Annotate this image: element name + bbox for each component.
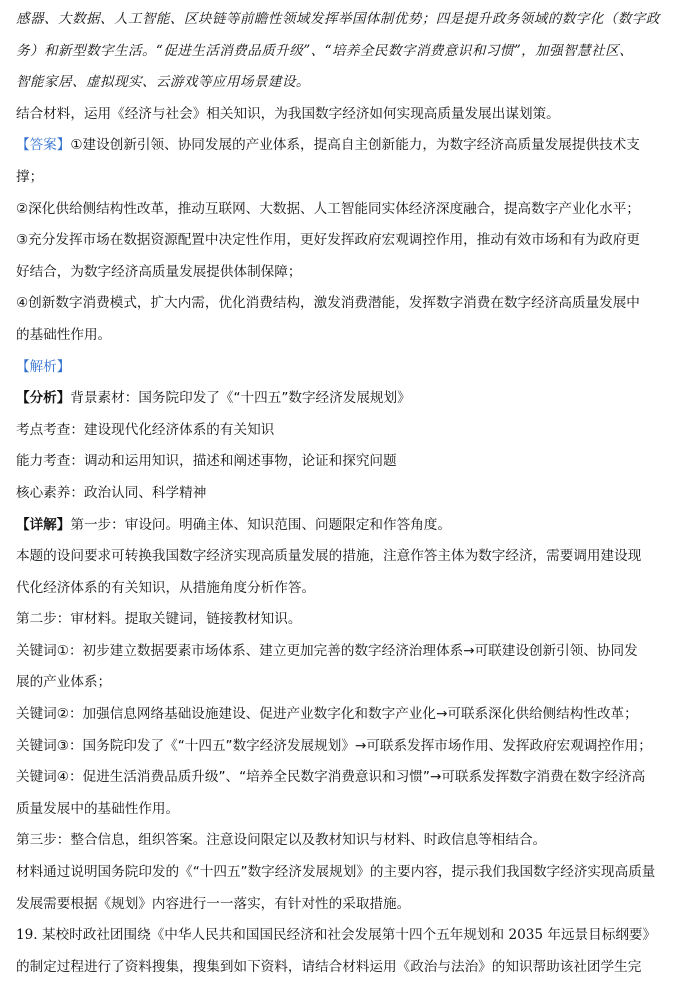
analysis-line <box>16 383 682 415</box>
detail-line: 代化经济体系的有关知识，从措施角度分析作答。 <box>16 579 316 596</box>
question-19-line: 19. 某校时政社团围绕《中华人民共和国国民经济和社会发展第十四个五年规划和 2035 年远景目标纲要》 <box>16 927 657 944</box>
detail-line: 质量发展中的基础性作用。 <box>16 800 180 817</box>
analysis-line: 能力考查：调动和运用知识，描述和阐述事物，论证和探究问题 <box>16 453 397 470</box>
answer-line <box>16 130 682 162</box>
analysis-heading <box>16 352 682 384</box>
analysis-line: 考点考查：建设现代化经济体系的有关知识 <box>16 421 275 438</box>
answer-line: 好结合，为数字经济高质量发展提供体制保障； <box>16 263 302 280</box>
answer-line: 撑； <box>16 168 44 185</box>
detail-line: 第二步：审材料。提取关键词，链接教材知识。 <box>16 611 302 628</box>
analysis-tag: 【解析】 <box>16 358 71 375</box>
detail-line <box>16 510 682 542</box>
question-19-line: 的制定过程进行了资料搜集，搜集到如下资料，请结合材料运用《政治与法治》的知识帮助该社团学生完 <box>16 958 642 975</box>
detail-text: 第一步：审设问。明确主体、知识范围、问题限定和作答角度。 <box>70 516 451 533</box>
detail-line: 材料通过说明国务院印发的《“十四五”数字经济发展规划》的主要内容，提示我们我国数字经济实现高质量 <box>16 864 656 881</box>
detail-line: 关键词②：加强信息网络基础设施建设、促进产业数字化和数字产业化→可联系深化供给侧结构性改革； <box>16 706 638 723</box>
fenxi-tag: 【分析】 <box>16 390 71 407</box>
analysis-text: 背景素材：国务院印发了《“十四五”数字经济发展规划》 <box>70 390 411 407</box>
answer-line: 的基础性作用。 <box>16 326 112 343</box>
detail-line: 关键词①：初步建立数据要素市场体系、建立更加完善的数字经济治理体系→可联建设创新引领、协同发 <box>16 642 638 659</box>
answer-line: ③充分发挥市场在数据资源配置中决定性作用，更好发挥政府宏观调控作用，推动有效市场和有为政府更 <box>16 232 640 249</box>
answer-line: ②深化供给侧结构性改革，推动互联网、大数据、人工智能同实体经济深度融合，提高数字产业化水平； <box>16 200 640 217</box>
text-line: 感器、大数据、人工智能、区块链等前瞻性领域发挥举国体制优势；四是提升政务领域的数字化（数字政 <box>16 11 660 27</box>
answer-tag: 【答案】 <box>16 137 71 154</box>
detail-line: 展的产业体系； <box>16 674 112 691</box>
text-line: 务）和新型数字生活。“促进生活消费品质升级”、“培养全民数字消费意识和习惯”，加强智慧社区、 <box>16 42 634 59</box>
detail-line: 关键词③：国务院印发了《“十四五”数字经济发展规划》→可联系发挥市场作用、发挥政府宏观调控作用； <box>16 737 652 754</box>
detail-line: 关键词④：促进生活消费品质升级”、“培养全民数字消费意识和习惯”→可联系发挥数字消费在数字经济高 <box>16 769 646 786</box>
detail-line: 本题的设问要求可转换我国数字经济实现高质量发展的措施，注意作答主体为数字经济，需要调用建设现 <box>16 548 642 565</box>
detail-line: 第三步：整合信息，组织答案。注意设问限定以及教材知识与材料、时政信息等相结合。 <box>16 832 547 849</box>
answer-line: ④创新数字消费模式，扩大内需，优化消费结构，激发消费潜能，发挥数字消费在数字经济高质量发展中 <box>16 295 640 312</box>
text-line: 智能家居、虚拟现实、云游戏等应用场景建设。 <box>16 74 310 91</box>
question-prompt: 结合材料，运用《经济与社会》相关知识，为我国数字经济如何实现高质量发展出谋划策。 <box>16 105 560 122</box>
xiangjie-tag: 【详解】 <box>16 516 71 533</box>
detail-line: 发展需要根据《规划》内容进行一一落实，有针对性的采取措施。 <box>16 895 411 912</box>
answer-text: ①建设创新引领、协同发展的产业体系，提高自主创新能力，为数字经济高质量发展提供技术支 <box>70 137 640 154</box>
analysis-line: 核心素养：政治认同、科学精神 <box>16 484 207 501</box>
